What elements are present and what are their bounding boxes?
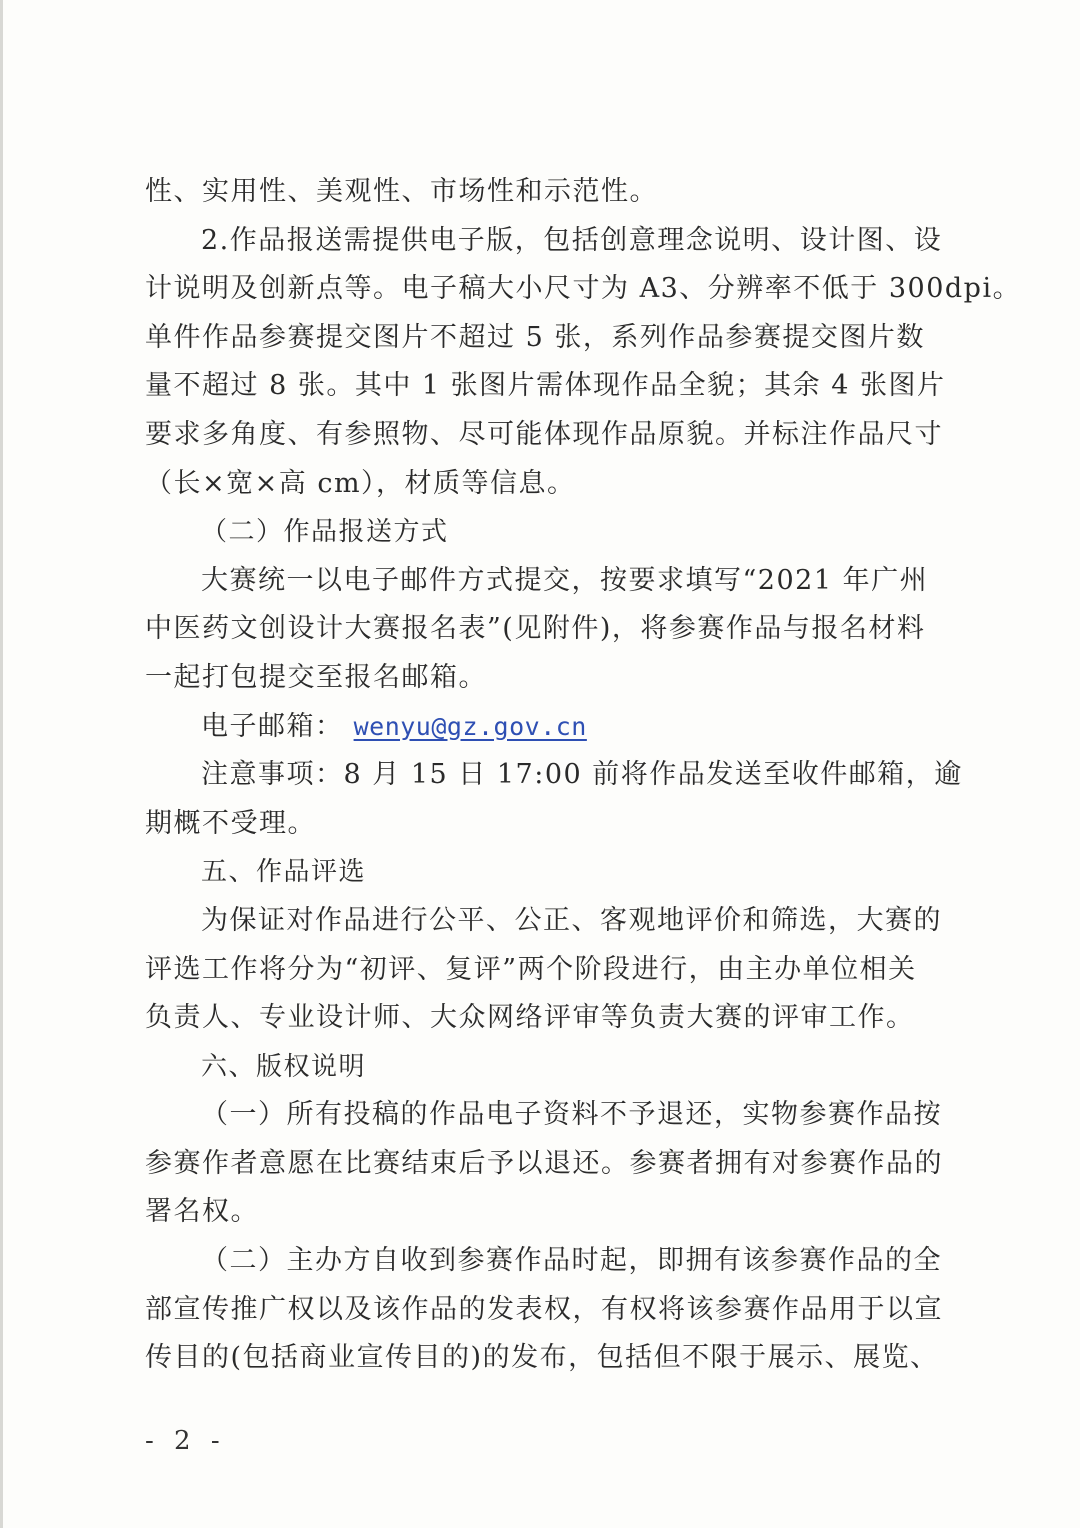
body-line: 量不超过 8 张。其中 1 张图片需体现作品全貌；其余 4 张图片: [145, 370, 946, 402]
body-line: 大赛统一以电子邮件方式提交，按要求填写“2021 年广州: [201, 564, 929, 596]
email-label: 电子邮箱：: [201, 710, 344, 742]
body-line: 单件作品参赛提交图片不超过 5 张，系列作品参赛提交图片数: [145, 321, 925, 353]
body-line: 性、实用性、美观性、市场性和示范性。: [145, 176, 658, 207]
body-line: 中医药文创设计大赛报名表”(见附件)，将参赛作品与报名材料: [145, 613, 926, 645]
body-line: 部宣传推广权以及该作品的发表权，有权将该参赛作品用于以宣: [145, 1293, 943, 1325]
subsection-heading-submission-method: （二）作品报送方式: [201, 517, 449, 548]
body-line: （一）所有投稿的作品电子资料不予退还，实物参赛作品按: [201, 1099, 942, 1131]
page-number: - 2 -: [145, 1426, 226, 1456]
email-line: [145, 703, 945, 752]
body-line: 注意事项：8 月 15 日 17:00 前将作品发送至收件邮箱，逾: [201, 759, 963, 791]
body-line: 2.作品报送需提供电子版，包括创意理念说明、设计图、设: [201, 224, 943, 256]
section-heading-evaluation: 五、作品评选: [201, 857, 367, 888]
body-line: 期概不受理。: [145, 807, 316, 839]
document-body: [145, 168, 1022, 1383]
page-edge: [0, 0, 3, 1528]
body-line: 为保证对作品进行公平、公正、客观地评价和筛选，大赛的: [201, 904, 942, 936]
body-line: （二）主办方自收到参赛作品时起，即拥有该参赛作品的全: [201, 1245, 942, 1277]
body-line: （长×宽×高 cm），材质等信息。: [145, 467, 576, 499]
body-line: 一起打包提交至报名邮箱。: [145, 661, 487, 693]
body-line: 计说明及创新点等。电子稿大小尺寸为 A3、分辨率不低于 300dpi。: [145, 273, 1022, 305]
body-line: 评选工作将分为“初评、复评”两个阶段进行，由主办单位相关: [145, 953, 917, 985]
body-line: 参赛作者意愿在比赛结束后予以退还。参赛者拥有对参赛作品的: [145, 1147, 943, 1179]
bleed-through-text: [180, 112, 920, 172]
body-line: 负责人、专业设计师、大众网络评审等负责大赛的评审工作。: [145, 1002, 915, 1034]
body-line: 传目的(包括商业宣传目的)的发布，包括但不限于展示、展览、: [145, 1342, 939, 1374]
email-link[interactable]: wenyu@gz.gov.cn: [353, 711, 587, 741]
body-line: 要求多角度、有参照物、尽可能体现作品原貌。并标注作品尺寸: [145, 418, 943, 450]
body-line: 署名权。: [145, 1196, 259, 1228]
section-heading-copyright: 六、版权说明: [201, 1051, 367, 1082]
